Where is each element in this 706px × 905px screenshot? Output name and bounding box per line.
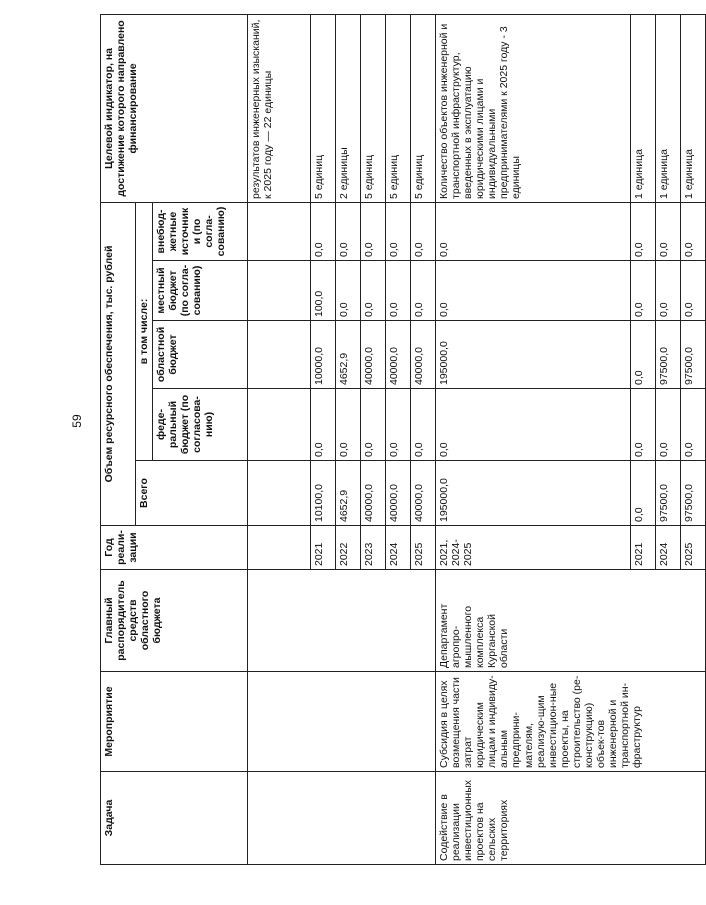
cell-federal: 0,0	[656, 389, 681, 461]
cell-local: 0,0	[411, 261, 436, 321]
cell-local: 0,0	[386, 261, 411, 321]
cell-regional: 40000,0	[361, 321, 386, 389]
cell-local: 0,0	[336, 261, 361, 321]
cell-indicator: 5 единиц	[411, 14, 436, 202]
cell-federal: 0,0	[311, 389, 336, 461]
cell-regional: 10000,0	[311, 321, 336, 389]
cell-extra: 0,0	[631, 202, 656, 260]
cell-federal: 0,0	[336, 389, 361, 461]
table-row	[436, 14, 631, 864]
page-number: 59	[70, 414, 84, 428]
cell-year: 2024	[386, 526, 411, 570]
cell-local: 100,0	[311, 261, 336, 321]
cell-total	[248, 461, 311, 526]
header-including: в том числе:	[136, 202, 153, 460]
cell-local	[248, 261, 311, 321]
cell-extra: 0,0	[311, 202, 336, 260]
cell-measure	[248, 672, 436, 772]
cell-year	[248, 526, 311, 570]
cell-manager: Департамент агропро-мышленного комплекса Курганской области	[436, 570, 706, 672]
cell-indicator: результатов инженерных изысканий, к 2025 году — 22 единицы	[248, 14, 311, 202]
header-regional: областной бюджет	[153, 321, 248, 389]
cell-year: 2025	[411, 526, 436, 570]
cell-regional	[248, 321, 311, 389]
rotated-table-container	[100, 15, 696, 865]
cell-year: 2021, 2024-2025	[436, 526, 631, 570]
cell-indicator: 5 единиц	[386, 14, 411, 202]
header-volume: Объем ресурсного обеспечения, тыс. рублей	[101, 202, 136, 525]
cell-extra: 0,0	[411, 202, 436, 260]
cell-federal: 0,0	[386, 389, 411, 461]
cell-extra	[248, 202, 311, 260]
cell-extra: 0,0	[436, 202, 631, 260]
cell-local: 0,0	[631, 261, 656, 321]
cell-manager	[248, 570, 436, 672]
cell-federal: 0,0	[436, 389, 631, 461]
header-measure: Мероприятие	[101, 672, 248, 772]
header-manager: Главный распорядитель средств областного бюджета	[101, 570, 248, 672]
header-total: Всего	[136, 461, 248, 526]
cell-local: 0,0	[681, 261, 706, 321]
cell-extra: 0,0	[361, 202, 386, 260]
header-year: Год реали-зации	[101, 526, 248, 570]
cell-year: 2022	[336, 526, 361, 570]
cell-regional: 97500,0	[681, 321, 706, 389]
cell-regional: 4652,9	[336, 321, 361, 389]
cell-measure: Субсидия в целях возмещения части затрат юридическим лицам и индивиду-альным предприни-мателям, реализую-щим инвестицион-ные проекты, на строительство (ре-конструкцию) объек-тов инженерной и транспортной ин-фраструктур	[436, 672, 706, 772]
cell-regional: 97500,0	[656, 321, 681, 389]
cell-total: 97500,0	[656, 461, 681, 526]
cell-federal: 0,0	[361, 389, 386, 461]
cell-indicator: 2 единицы	[336, 14, 361, 202]
resource-table	[100, 14, 706, 865]
cell-federal	[248, 389, 311, 461]
cell-local: 0,0	[361, 261, 386, 321]
cell-year: 2021	[311, 526, 336, 570]
cell-regional: 0,0	[631, 321, 656, 389]
header-task: Задача	[101, 772, 248, 865]
cell-indicator: 1 единица	[656, 14, 681, 202]
cell-indicator: Количество объектов инженерной и транспортной инфраструктур, введенных в эксплуатацию юридическими лицами и индивидуальными предпринимателями к 2025 году - 3 единицы	[436, 14, 631, 202]
cell-year: 2024	[656, 526, 681, 570]
cell-task	[248, 772, 436, 865]
header-local: местный бюджет (по согла-сованию)	[153, 261, 248, 321]
cell-year: 2021	[631, 526, 656, 570]
cell-local: 0,0	[436, 261, 631, 321]
cell-task: Содействие в реализации инвестиционных проектов на сельских территориях	[436, 772, 706, 865]
cell-indicator: 1 единица	[631, 14, 656, 202]
cell-total: 40000,0	[411, 461, 436, 526]
header-federal: феде-ральный бюджет (по согласова-нию)	[153, 389, 248, 461]
cell-total: 10100,0	[311, 461, 336, 526]
cell-local: 0,0	[656, 261, 681, 321]
cell-total: 0,0	[631, 461, 656, 526]
cell-indicator: 5 единиц	[311, 14, 336, 202]
cell-total: 97500,0	[681, 461, 706, 526]
cell-year: 2025	[681, 526, 706, 570]
cell-federal: 0,0	[631, 389, 656, 461]
cell-extra: 0,0	[681, 202, 706, 260]
cell-federal: 0,0	[681, 389, 706, 461]
cell-extra: 0,0	[386, 202, 411, 260]
table-row	[248, 14, 311, 864]
cell-year: 2023	[361, 526, 386, 570]
cell-total: 40000,0	[361, 461, 386, 526]
cell-extra: 0,0	[336, 202, 361, 260]
cell-federal: 0,0	[411, 389, 436, 461]
cell-total: 195000,0	[436, 461, 631, 526]
cell-total: 4652,9	[336, 461, 361, 526]
cell-indicator: 1 единица	[681, 14, 706, 202]
cell-regional: 40000,0	[386, 321, 411, 389]
header-row-1	[101, 14, 136, 864]
cell-regional: 195000,0	[436, 321, 631, 389]
cell-extra: 0,0	[656, 202, 681, 260]
cell-total: 40000,0	[386, 461, 411, 526]
header-extra: внебюд-жетные источники (по согла-сованию)	[153, 202, 248, 260]
header-indicator: Целевой индикатор, на достижение которого направлено финансирование	[101, 14, 248, 202]
cell-indicator: 5 единиц	[361, 14, 386, 202]
cell-regional: 40000,0	[411, 321, 436, 389]
